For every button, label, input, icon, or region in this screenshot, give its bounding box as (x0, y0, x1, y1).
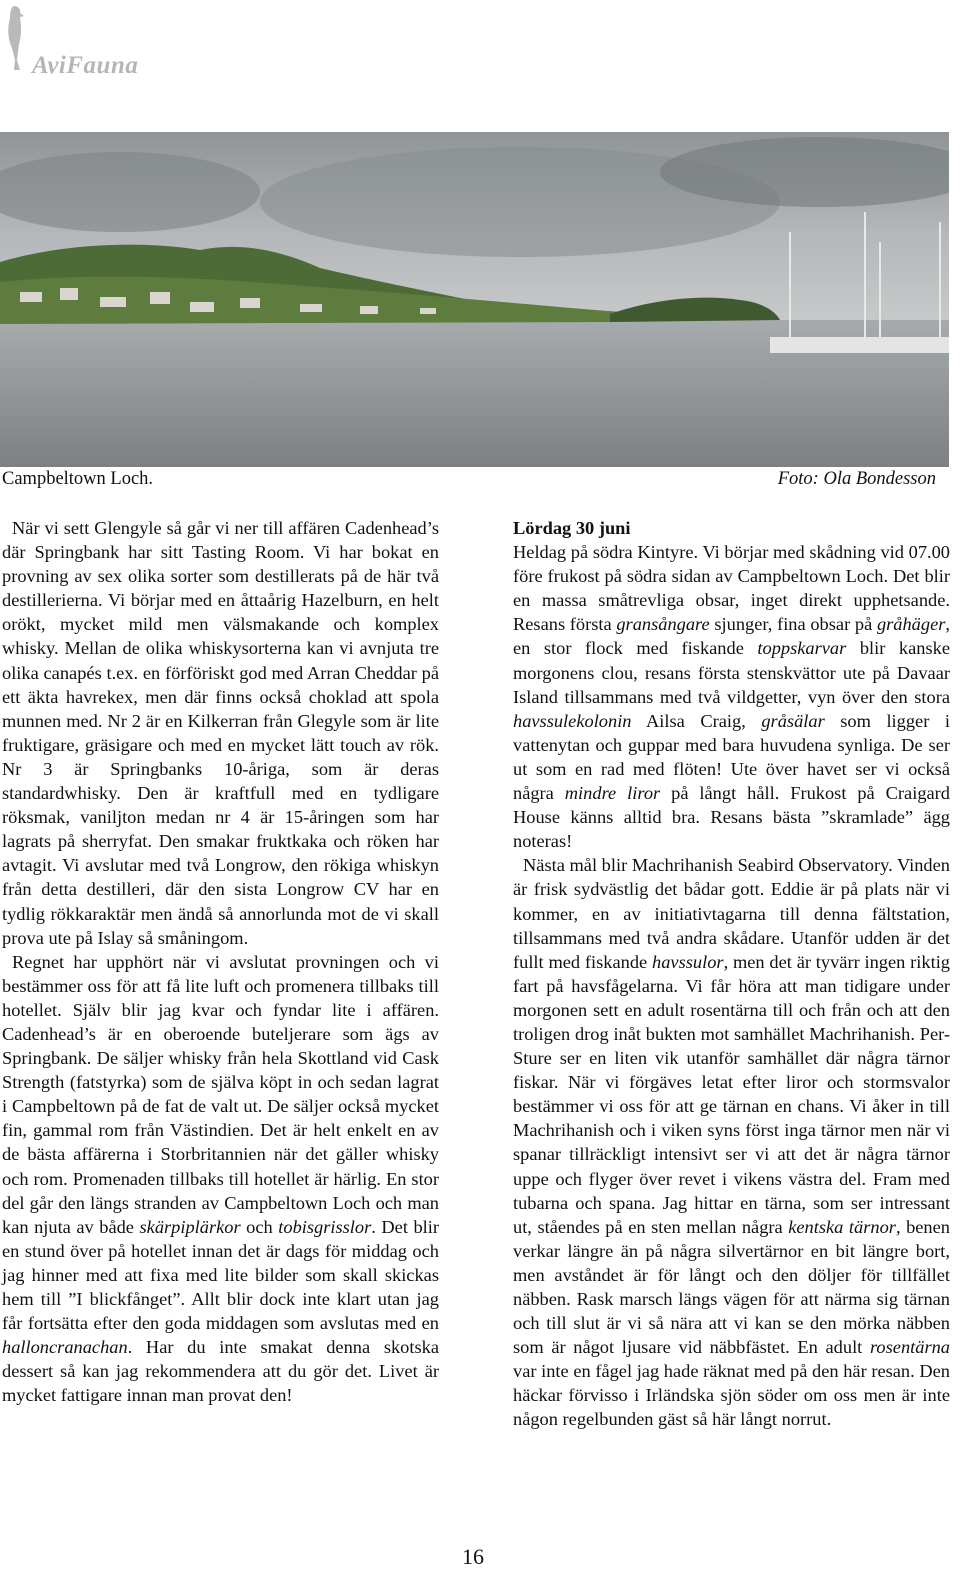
campbeltown-loch-photo (0, 132, 949, 467)
avifauna-logo (2, 4, 202, 78)
paragraph: När vi sett Glengyle så går vi ner till affären Cadenhead’s där Springbank har sitt Tasting Room. Vi har bokat en provning av sex olika sorter som destillerats på de här två destillerierna. Vi börjar med en åttaårig Hazelburn, en helt orökt, mycket mild men välsmakande och komplex whisky. Mellan de olika whiskysorterna kan vi avnjuta tre olika canapés t.ex. en förföriskt god med Arran Cheddar på ett äkta havrekex, men där finns också choklad att spola munnen med. Nr 2 är en Kilkerran från Glegyle som är lite fruktigare, gräsigare och med en mycket lätt touch av rök. Nr 3 är Springbanks 10-åriga, som är deras standardwhisky. Den är kraftfull med en tydligare röksmak, vaniljton medan nr 4 är 15-åringen som har lagrats på sherryfat. Den smakar fruktkaka och röken har avtagit. Vi avslutar med två Longrow, den rökiga whiskyn från detta destilleri, där den sista Longrow CV har en tydlig rökkaraktär men ändå så annorlunda mot de vi skall prova ute på Islay så småningom. (2, 518, 439, 948)
paragraph: Regnet har upphört när vi avslutat provningen och vi bestämmer oss för att få lite luft och promenera tillbaks till hotellet. Själv blir jag kvar och fyndar lite i affären. Cadenhead’s är en oberoende buteljerare som ägs av Springbank. De säljer whisky från hela Skottland vid Cask Strength (fatstyrka) som de själva köpt in och sedan lagrat i Campbeltown på de fat de valt ut. De säljer också mycket fin, gammal rom från Västindien. Det är helt enkelt en av de bästa affärerna i Storbritannien när det gäller whisky och rom. Promenaden tillbaks till hotellet är härlig. En stor del går den längs stranden av Campbeltown Loch och man kan njuta av både skärpiplärkor och tobisgrisslor. Det blir en stund över på hotellet innan det är dags för middag och jag hinner med att fixa med lite bilder som skall skickas hem till ”I blickfånget”. Allt blir dock inte klart utan jag får fortsätta efter den goda middagen som avslutas med en halloncranachan. Har du inte smakat denna skotska dessert så kan jag rekommendera att du gör det. Livet är mycket fattigare innan man provat den! (2, 951, 440, 1406)
bird-silhouette-icon (2, 4, 30, 74)
photo-credit: Foto: Ola Bondesson (777, 469, 936, 489)
photo-caption: Campbeltown Loch. (2, 469, 154, 489)
right-column (513, 516, 950, 1432)
section-heading: Lördag 30 juni (513, 518, 631, 538)
left-column (2, 516, 439, 1407)
paragraph: Heldag på södra Kintyre. Vi börjar med skådning vid 07.00 före frukost på södra sidan av Campbeltown Loch. Det blir en massa småtrevliga obsar, inget direkt upphetsande. Resans första gransångare sjunger, fina obsar på gråhäger, en stor flock med fiskande toppskarvar blir kanske morgonens clou, resans första stenskvättor ute på Davaar Island tillsammans med två vildgetter, vyn över den stora havssulekolonin Ailsa Craig, gråsälar som ligger i vattenytan och guppar med bara huvudena synliga. De ser ut som en rad med flöten! Ute över havet ser vi också några mindre liror på långt håll. Frukost på Craigard House känns alltid bra. Resans bästa ”skramlade” ägg noteras! (513, 542, 950, 852)
paragraph: Nästa mål blir Machrihanish Seabird Observatory. Vinden är frisk sydvästlig det bådar gott. Eddie är på plats när vi kommer, en av initiativtagarna till denna fältstation, tillsammans med två andra skådare. Utanför udden är det fullt med fiskande havssulor, men det är tyvärr ingen riktig fart på havsfågelarna. Vi får höra att man tidigare under morgonen sett en adult rosentärna till och från och att den troligen drog inåt bukten mot samhället Machrihanish. Per-Sture ser en liten vik utanför samhället där några tärnor fiskar. När vi förgäves letat efter liror och stormsvalor bestämmer vi oss för att ge tärnan en chans. Vi åker in till Machrihanish och i viken syns först inga tärnor men när vi spanar tillräckligt intensivt ser vi att det är några tärnor uppe och flyger över revet i vikens västra del. Fram med tubarna och spana. Jag hittar en tärna, som ser intressant ut, ståendes på en sten mellan några kentska tärnor, benen verkar längre än på några silvertärnor en bit längre bort, men avståndet är för långt och den döljer för tillfället näbben. Rask marsch längs vägen för att närma sig tärnan och till slut är vi så nära att vi kan se den mörka näbben som är något ljusare vid näbbfästet. En adult rosentärna var inte en fågel jag hade räknat med på den här resan. Den häckar förvisso i Irländska sjön söder om oss men är inte någon regelbunden gäst så här långt norrut. (513, 855, 951, 1430)
logo-wordmark: AviFauna (32, 52, 139, 79)
page-number: 16 (462, 1544, 484, 1569)
